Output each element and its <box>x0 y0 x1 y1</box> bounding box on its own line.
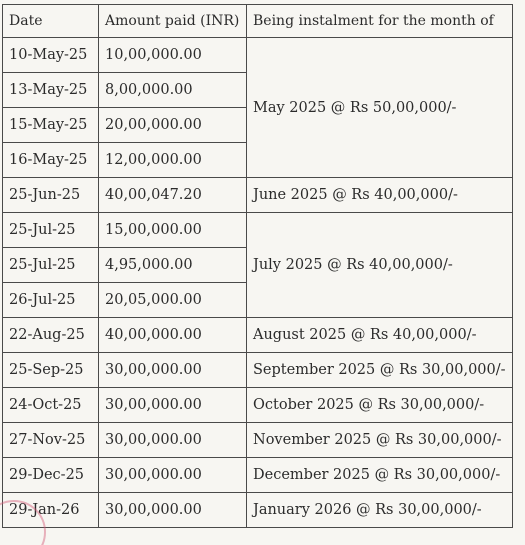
instalment-cell: July 2025 @ Rs 40,00,000/- <box>247 213 513 318</box>
date-cell: 25-Jul-25 <box>3 248 99 283</box>
date-cell: 10-May-25 <box>3 38 99 73</box>
date-cell: 25-Jun-25 <box>3 178 99 213</box>
date-cell: 26-Jul-25 <box>3 283 99 318</box>
amount-cell: 8,00,000.00 <box>99 73 247 108</box>
amount-cell: 10,00,000.00 <box>99 38 247 73</box>
amount-cell: 15,00,000.00 <box>99 213 247 248</box>
instalment-cell: November 2025 @ Rs 30,00,000/- <box>247 423 513 458</box>
amount-cell: 30,00,000.00 <box>99 353 247 388</box>
date-cell: 22-Aug-25 <box>3 318 99 353</box>
amount-cell: 4,95,000.00 <box>99 248 247 283</box>
table-row <box>3 388 513 423</box>
amount-cell: 20,00,000.00 <box>99 108 247 143</box>
header-date: Date <box>3 5 99 38</box>
instalment-cell: January 2026 @ Rs 30,00,000/- <box>247 493 513 528</box>
amount-cell: 12,00,000.00 <box>99 143 247 178</box>
table-row <box>3 318 513 353</box>
instalment-cell: December 2025 @ Rs 30,00,000/- <box>247 458 513 493</box>
instalment-cell: October 2025 @ Rs 30,00,000/- <box>247 388 513 423</box>
instalment-cell: June 2025 @ Rs 40,00,000/- <box>247 178 513 213</box>
date-cell: 16-May-25 <box>3 143 99 178</box>
date-cell: 24-Oct-25 <box>3 388 99 423</box>
instalment-cell: August 2025 @ Rs 40,00,000/- <box>247 318 513 353</box>
date-cell: 27-Nov-25 <box>3 423 99 458</box>
table-row <box>3 178 513 213</box>
date-cell: 15-May-25 <box>3 108 99 143</box>
table-row <box>3 353 513 388</box>
table-row <box>3 213 513 248</box>
amount-cell: 40,00,000.00 <box>99 318 247 353</box>
amount-cell: 30,00,000.00 <box>99 423 247 458</box>
date-cell: 25-Jul-25 <box>3 213 99 248</box>
table-row <box>3 38 513 73</box>
header-instalment: Being instalment for the month of <box>247 5 513 38</box>
table-header-row <box>3 5 513 38</box>
amount-cell: 30,00,000.00 <box>99 458 247 493</box>
table-row <box>3 493 513 528</box>
amount-cell: 30,00,000.00 <box>99 493 247 528</box>
header-amount: Amount paid (INR) <box>99 5 247 38</box>
date-cell: 25-Sep-25 <box>3 353 99 388</box>
amount-cell: 20,05,000.00 <box>99 283 247 318</box>
table-row <box>3 458 513 493</box>
date-cell: 29-Dec-25 <box>3 458 99 493</box>
amount-cell: 40,00,047.20 <box>99 178 247 213</box>
date-cell: 29-Jan-26 <box>3 493 99 528</box>
payment-table <box>2 4 513 528</box>
instalment-cell: May 2025 @ Rs 50,00,000/- <box>247 38 513 178</box>
instalment-cell: September 2025 @ Rs 30,00,000/- <box>247 353 513 388</box>
amount-cell: 30,00,000.00 <box>99 388 247 423</box>
table-row <box>3 423 513 458</box>
date-cell: 13-May-25 <box>3 73 99 108</box>
